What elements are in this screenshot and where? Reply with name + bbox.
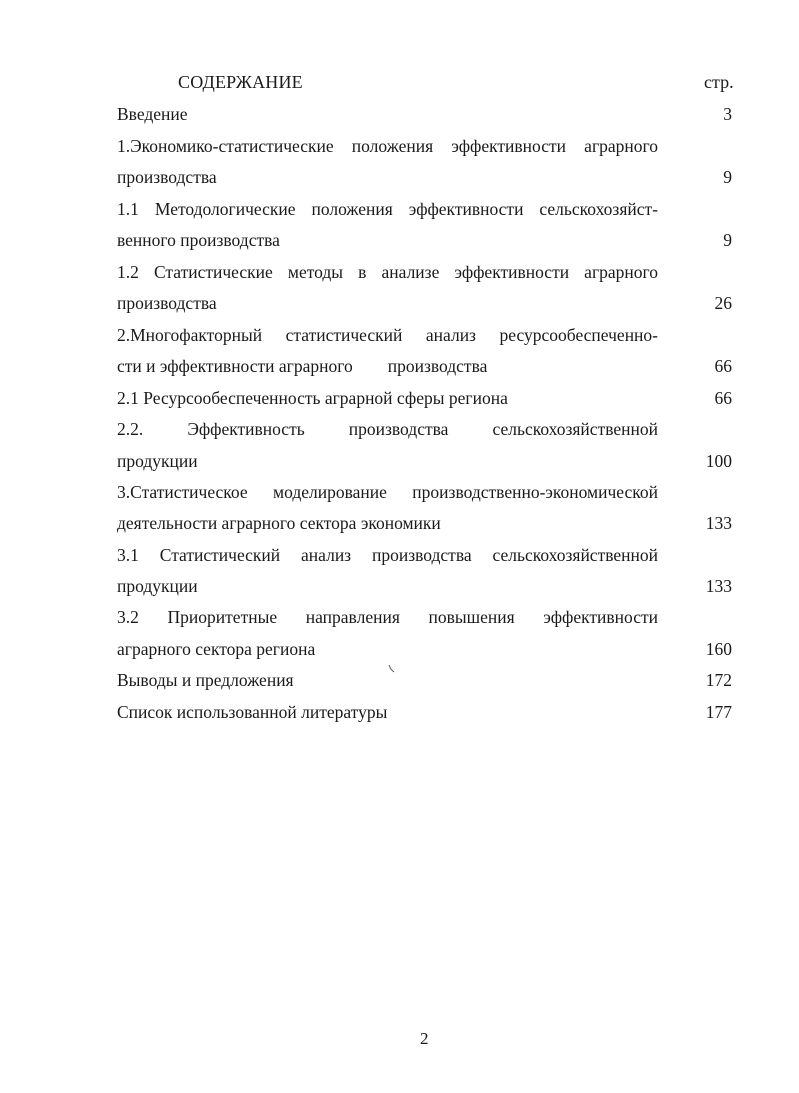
toc-entry-section-1-1: 1.1 Методологические положения эффективности сельскохозяйст- (117, 199, 658, 219)
toc-entry-section-1-1-cont: венного производства (117, 230, 280, 250)
toc-entry-page: 9 (723, 167, 732, 187)
toc-title: СОДЕРЖАНИЕ (178, 72, 303, 92)
toc-entry-section-2-2-cont: продукции (117, 451, 198, 471)
toc-entry-section-3-2: 3.2 Приоритетные направления повышения эффективности (117, 607, 658, 627)
toc-entry-chapter-2-cont: сти и эффективности аграрного производства (117, 356, 488, 376)
toc-entry-page: 100 (705, 451, 732, 471)
toc-entry-page: 26 (714, 293, 732, 313)
toc-entry-page: 133 (705, 576, 732, 596)
toc-entry-introduction: Введение (117, 104, 188, 124)
toc-entry-section-2-1: 2.1 Ресурсообеспеченность аграрной сферы региона (117, 388, 508, 408)
toc-entry-section-3-2-cont: аграрного сектора региона (117, 639, 316, 659)
toc-page-column-header: стр. (704, 72, 734, 92)
toc-entry-bibliography: Список использованной литературы (117, 702, 388, 722)
toc-entry-page: 172 (705, 670, 732, 690)
toc-entry-page: 9 (723, 230, 732, 250)
toc-entry-page: 66 (714, 356, 732, 376)
toc-entry-section-1-2: 1.2 Статистические методы в анализе эффективности аграрного (117, 262, 658, 282)
toc-entry-chapter-1-cont: производства (117, 167, 217, 187)
toc-entry-page: 177 (705, 702, 732, 722)
toc-entry-chapter-2: 2.Многофакторный статистический анализ ресурсообеспеченно- (117, 325, 658, 345)
toc-entry-section-1-2-cont: производства (117, 293, 217, 313)
page-number: 2 (420, 1029, 429, 1048)
toc-entry-page: 160 (705, 639, 732, 659)
scan-speck-mark (388, 664, 396, 674)
toc-entry-page: 133 (705, 513, 732, 533)
toc-entry-section-3-1-cont: продукции (117, 576, 198, 596)
toc-entry-conclusions: Выводы и предложения (117, 670, 294, 690)
toc-entry-section-3-1: 3.1 Статистический анализ производства сельскохозяйственной (117, 545, 658, 565)
toc-entry-chapter-3-cont: деятельности аграрного сектора экономики (117, 513, 441, 533)
toc-entry-page: 66 (714, 388, 732, 408)
toc-entry-section-2-2: 2.2. Эффективность производства сельскохозяйственной (117, 419, 658, 439)
toc-entry-page: 3 (723, 104, 732, 124)
toc-entry-chapter-1: 1.Экономико-статистические положения эффективности аграрного (117, 136, 658, 156)
toc-entry-chapter-3: 3.Статистическое моделирование производственно-экономической (117, 482, 658, 502)
